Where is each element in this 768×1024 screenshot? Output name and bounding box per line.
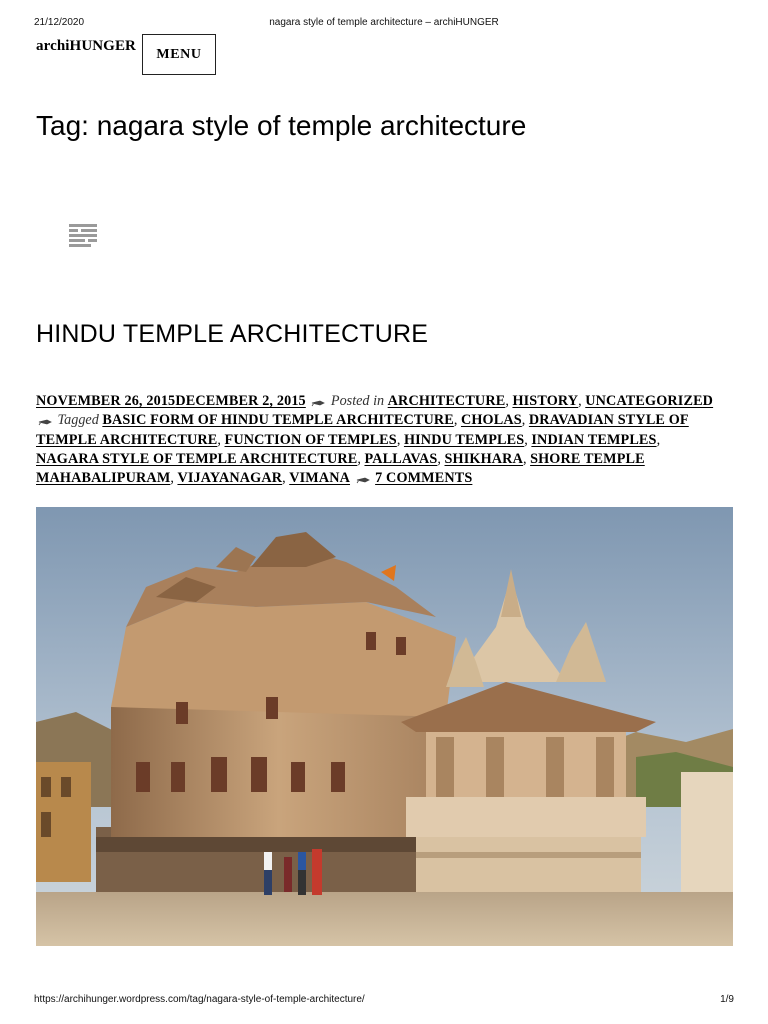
tagged-label: Tagged: [57, 412, 99, 429]
tag-link[interactable]: NAGARA STYLE OF TEMPLE ARCHITECTURE: [36, 450, 358, 467]
pushpin-icon: [38, 416, 52, 426]
page-title: Tag: nagara style of temple architecture: [36, 110, 527, 141]
date-published: NOVEMBER 26, 2015: [36, 393, 176, 409]
post-title[interactable]: HINDU TEMPLE ARCHITECTURE: [36, 320, 429, 348]
print-page-number: 1/9: [720, 994, 734, 1005]
tag-link[interactable]: VIJAYANAGAR: [177, 470, 283, 487]
post-date-link[interactable]: [36, 393, 306, 409]
print-footer: [0, 994, 768, 1006]
print-date: 21/12/2020: [34, 17, 85, 28]
standard-post-format-icon: [69, 224, 97, 248]
category-link[interactable]: ARCHITECTURE: [387, 393, 506, 409]
site-title[interactable]: archiHUNGER: [36, 38, 136, 54]
tag-link[interactable]: PALLAVAS: [364, 450, 438, 467]
comments-link[interactable]: 7 COMMENTS: [375, 470, 473, 487]
category-link[interactable]: HISTORY: [512, 393, 579, 409]
post-meta: NOVEMBER 26, 2015DECEMBER 2, 2015 Posted in ARCHITECTURE, HISTORY, UNCATEGORIZED Tagged BASIC FORM OF HINDU TEMPLE ARCHITECTURE, CHOLAS, DRAVADIAN STYLE OF TEMPLE ARCHITECTURE, FUNCTION OF TEMPLES, HINDU TEMPLES, INDIAN TEMPLES, NAGARA STYLE OF TEMPLE ARCHITECTURE, PALLAVAS, SHIKHARA, SHORE TEMPLE MAHABALIPURAM, VIJAYANAGAR, VIMANA 7 COMMENTS: [36, 393, 714, 487]
tag-link[interactable]: HINDU TEMPLES: [403, 431, 525, 448]
posted-in-label: Posted in: [330, 393, 385, 409]
pushpin-icon: [356, 474, 370, 484]
tag-link[interactable]: FUNCTION OF TEMPLES: [224, 431, 397, 448]
pushpin-icon: [311, 397, 325, 407]
tag-link[interactable]: BASIC FORM OF HINDU TEMPLE ARCHITECTURE: [102, 412, 454, 429]
tag-link[interactable]: SHORE TEMPLE MAHABALIPURAM: [36, 450, 645, 487]
print-page-title: nagara style of temple architecture – archiHUNGER: [269, 17, 499, 28]
tag-link[interactable]: VIMANA: [289, 470, 351, 487]
tag-link[interactable]: CHOLAS: [460, 412, 522, 429]
date-updated: DECEMBER 2, 2015: [175, 393, 306, 409]
category-link[interactable]: UNCATEGORIZED: [585, 393, 714, 409]
tag-link[interactable]: INDIAN TEMPLES: [531, 431, 657, 448]
temple-photo[interactable]: [36, 507, 733, 946]
tag-link[interactable]: DRAVADIAN STYLE OF TEMPLE ARCHITECTURE: [36, 412, 689, 448]
print-url: https://archihunger.wordpress.com/tag/nagara-style-of-temple-architecture/: [34, 994, 365, 1005]
tag-link[interactable]: SHIKHARA: [444, 450, 523, 467]
menu-button[interactable]: MENU: [142, 34, 216, 75]
print-header: [0, 14, 768, 30]
